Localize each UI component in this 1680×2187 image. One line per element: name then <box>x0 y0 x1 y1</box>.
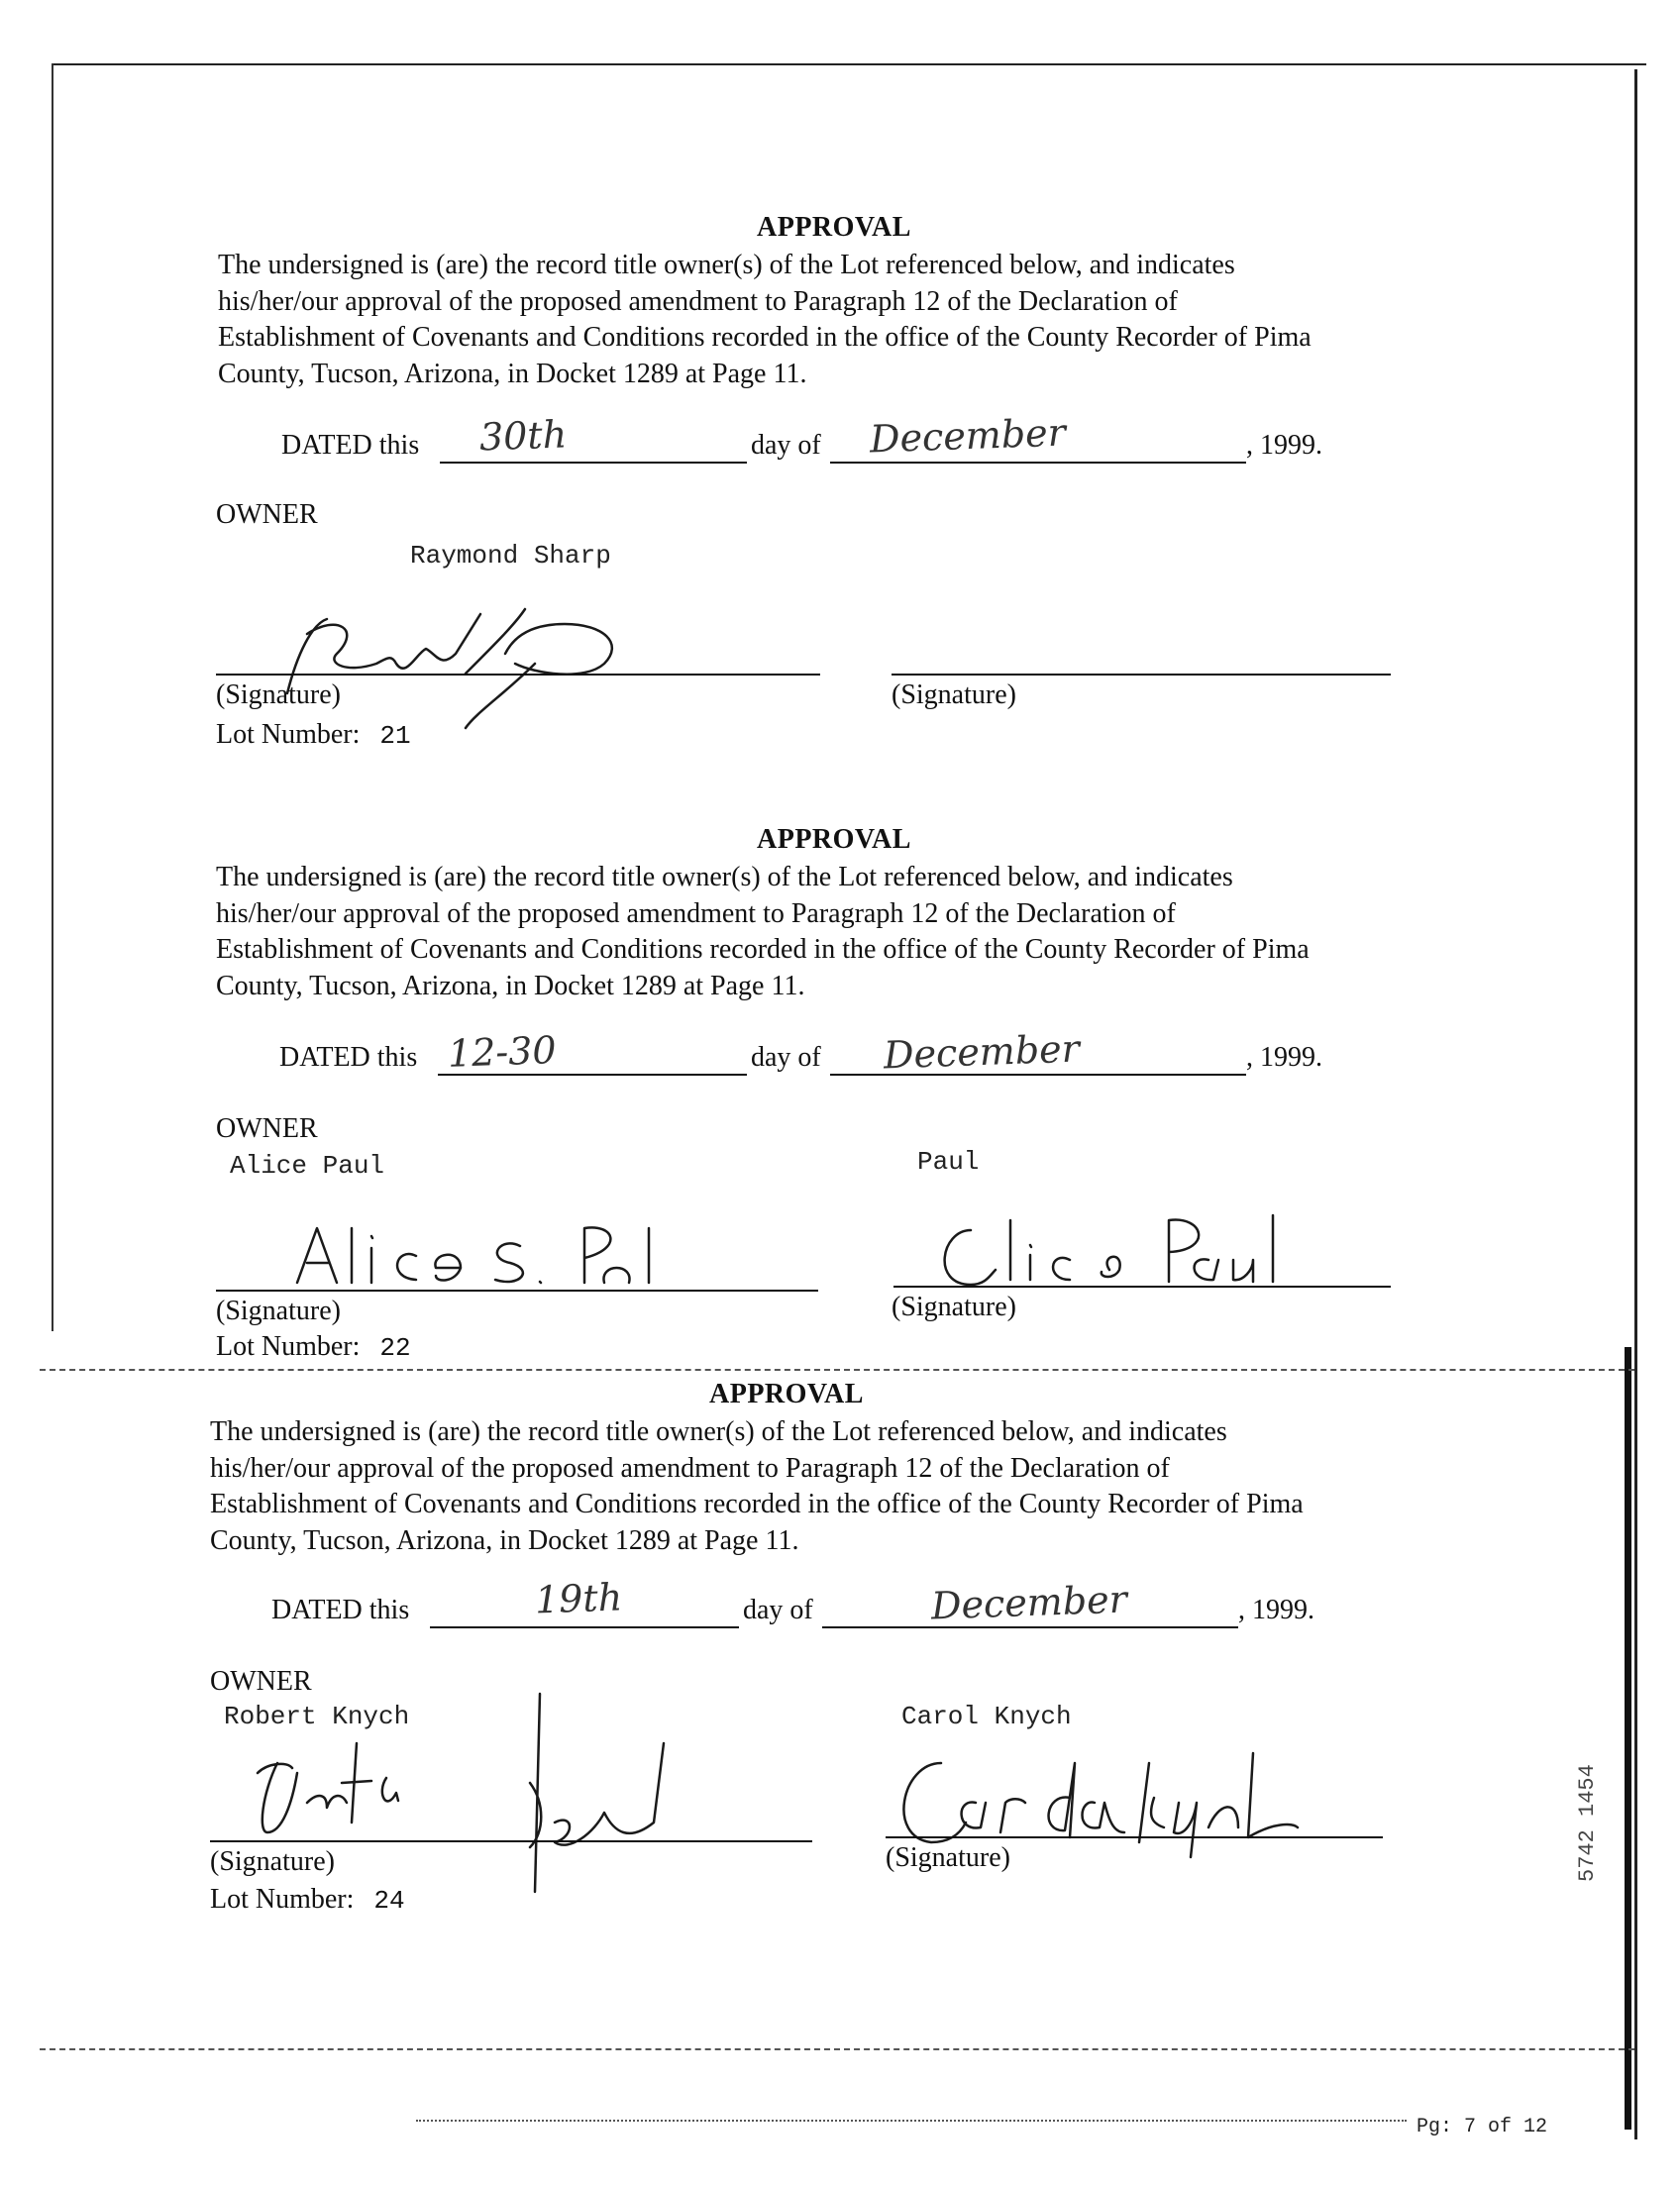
lot-number-row <box>210 1884 405 1916</box>
signature-label-left: (Signature) <box>216 1296 341 1326</box>
lot-number-label: Lot Number: <box>216 1331 361 1362</box>
dated-label: DATED this <box>271 1595 410 1625</box>
cut-line-bottom <box>40 2048 1634 2050</box>
signature-1-left <box>267 594 664 733</box>
owner-right-name: Paul <box>917 1147 980 1177</box>
document-border-right <box>1634 69 1637 2139</box>
signature-label-right: (Signature) <box>892 679 1016 710</box>
signature-line-right <box>886 1836 1383 1838</box>
owner-left-name: Raymond Sharp <box>410 541 611 571</box>
signature-line-left <box>216 1290 818 1292</box>
signature-2-left <box>287 1218 664 1288</box>
year-label: , 1999. <box>1246 430 1322 461</box>
cut-line-footer <box>416 2120 1407 2122</box>
lot-number-label: Lot Number: <box>216 719 361 750</box>
month-handwritten: December <box>869 410 1067 462</box>
day-of-label: day of <box>751 430 821 461</box>
signature-2-right <box>931 1210 1308 1290</box>
document-border-top <box>52 63 1646 65</box>
day-of-label: day of <box>743 1595 813 1625</box>
owner-label: OWNER <box>216 499 318 530</box>
lot-number-value: 21 <box>379 721 411 751</box>
signature-line-right <box>893 1286 1391 1288</box>
dated-label: DATED this <box>281 430 420 461</box>
lot-number-row <box>216 719 411 751</box>
lot-number-value: 22 <box>379 1333 411 1363</box>
day-handwritten: 30th <box>478 412 568 460</box>
approval-body: The undersigned is (are) the record title owner(s) of the Lot referenced below, and indicates his/her/our approval of the proposed amendment to Paragraph 12 of the Declaration of Establishment of Covenants and Conditions recorded in the office of the County Recorder of Pima County, Tucson, Arizona, in Docket 1289 at Page 11. <box>216 862 1310 1001</box>
day-blank <box>430 1626 739 1628</box>
day-handwritten: 19th <box>534 1575 623 1622</box>
day-of-label: day of <box>751 1042 821 1073</box>
year-label: , 1999. <box>1246 1042 1322 1073</box>
owner-right-name: Carol Knych <box>901 1702 1072 1731</box>
document-border-left <box>52 63 53 1331</box>
approval-heading: APPROVAL <box>709 1379 864 1409</box>
signature-line-left <box>210 1840 812 1842</box>
month-handwritten: December <box>883 1026 1081 1078</box>
year-label: , 1999. <box>1238 1595 1314 1625</box>
owner-left-name: Robert Knych <box>224 1702 410 1731</box>
signature-label-left: (Signature) <box>210 1846 335 1877</box>
signature-line-right <box>892 674 1391 676</box>
day-blank <box>440 462 747 464</box>
dated-label: DATED this <box>279 1042 418 1073</box>
month-blank <box>830 462 1246 464</box>
approval-body: The undersigned is (are) the record title owner(s) of the Lot referenced below, and indicates his/her/our approval of the proposed amendment to Paragraph 12 of the Declaration of Establishment of Covenants and Conditions recorded in the office of the County Recorder of Pima County, Tucson, Arizona, in Docket 1289 at Page 11. <box>218 250 1312 389</box>
day-handwritten: 12-30 <box>447 1028 558 1076</box>
cut-line <box>40 1369 1634 1371</box>
signature-label-right: (Signature) <box>886 1842 1010 1873</box>
approval-heading: APPROVAL <box>757 212 911 243</box>
lot-number-label: Lot Number: <box>210 1884 355 1915</box>
owner-left-name: Alice Paul <box>230 1151 385 1181</box>
approval-heading: APPROVAL <box>757 824 911 855</box>
month-blank <box>822 1626 1238 1628</box>
signature-line-left <box>216 674 820 676</box>
owner-label: OWNER <box>210 1666 312 1697</box>
page-footer: Pg: 7 of 12 <box>1417 2116 1548 2138</box>
signature-label-left: (Signature) <box>216 679 341 710</box>
lot-number-row <box>216 1331 411 1363</box>
document-border-right-heavy <box>1625 1347 1631 2130</box>
month-handwritten: December <box>930 1577 1128 1628</box>
lot-number-value: 24 <box>373 1886 405 1916</box>
owner-label: OWNER <box>216 1113 318 1144</box>
signature-label-right: (Signature) <box>892 1292 1016 1322</box>
approval-body: The undersigned is (are) the record title owner(s) of the Lot referenced below, and indicates his/her/our approval of the proposed amendment to Paragraph 12 of the Declaration of Establishment of Covenants and Conditions recorded in the office of the County Recorder of Pima County, Tucson, Arizona, in Docket 1289 at Page 11. <box>210 1416 1304 1556</box>
recording-stamp: 5742 1454 <box>1575 1764 1600 1882</box>
